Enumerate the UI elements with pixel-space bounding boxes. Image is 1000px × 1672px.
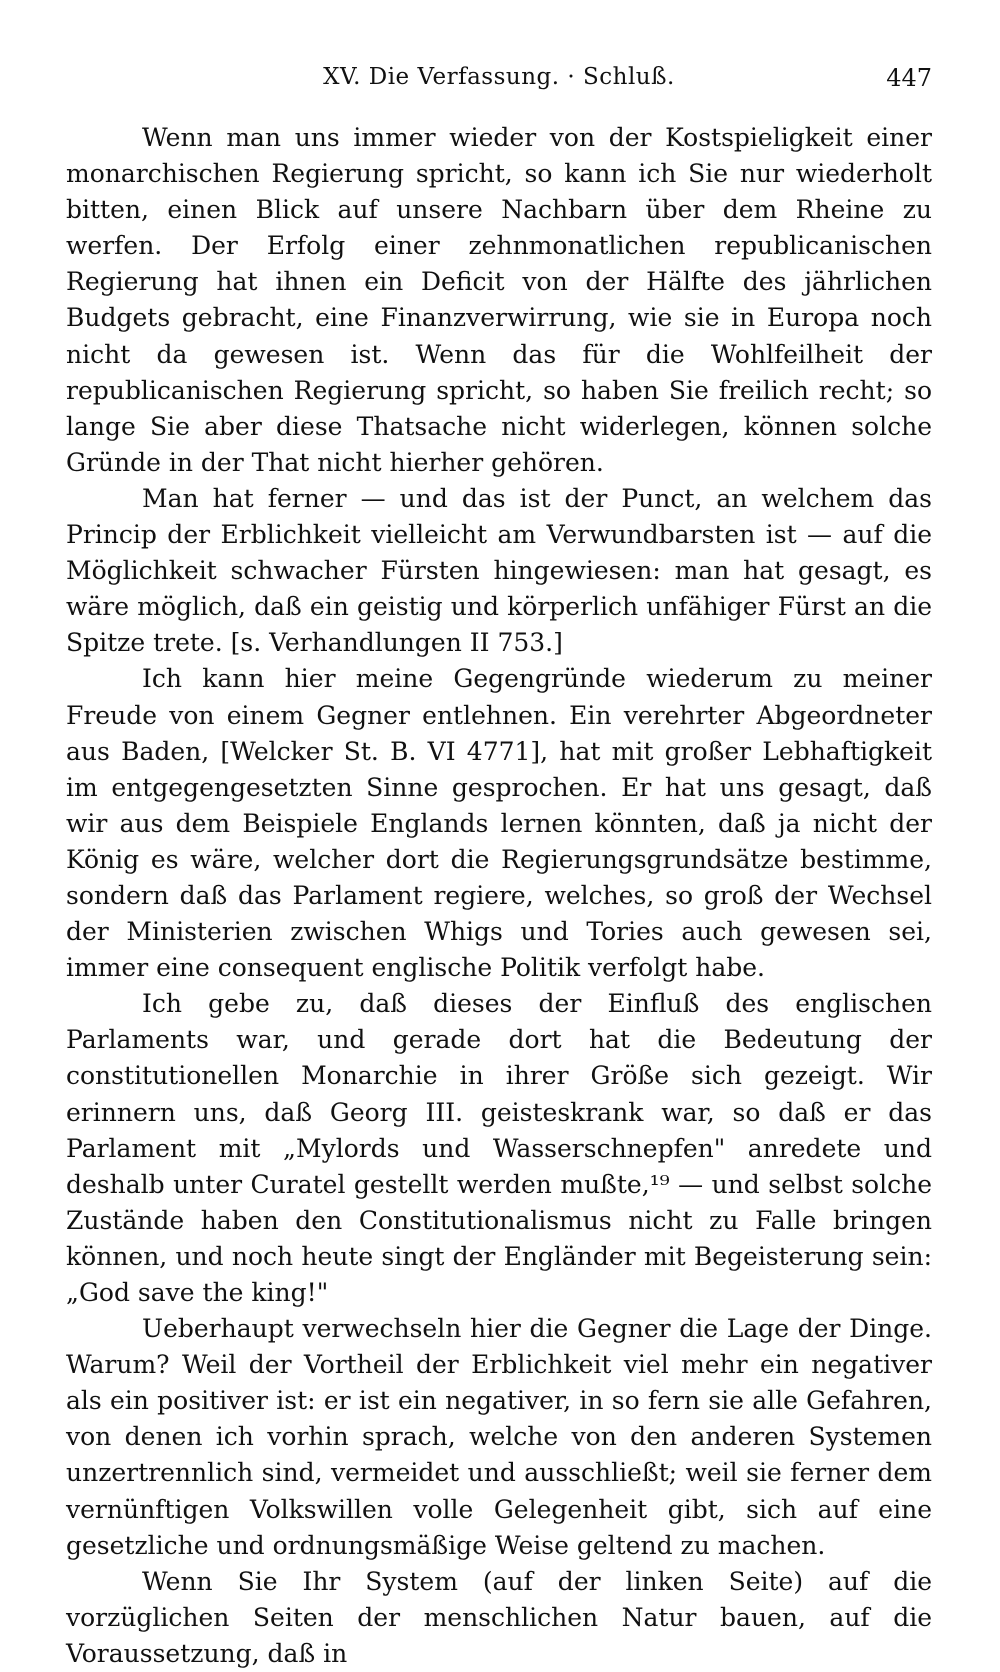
- body-text: [66, 120, 932, 1672]
- running-title: XV. Die Verfassung. · Schluß.: [323, 64, 675, 90]
- paragraph-3: Ich kann hier meine Gegengründe wiederum zu meiner Freude von einem Gegner entlehnen. Ein verehrter Abgeordneter aus Baden, [Welcker St. B. VI 4771], hat mit großer Lebhaftigkeit im entgegengesetzten Sinne gesprochen. Er hat uns gesagt, daß wir aus dem Beispiele Englands lernen könnten, daß ja nicht der König es wäre, welcher dort die Regierungsgrundsätze bestimme, sondern daß das Parlament regiere, welches, so groß der Wechsel der Ministerien zwischen Whigs und Tories auch gewesen sei, immer eine consequent englische Politik verfolgt habe.: [66, 664, 932, 983]
- page-number: 447: [886, 64, 932, 92]
- paragraph-6: Wenn Sie Ihr System (auf der linken Seite) auf die vorzüglichen Seiten der menschlichen Natur bauen, auf die Voraussetzung, daß in: [66, 1566, 932, 1668]
- paragraph-1: Wenn man uns immer wieder von der Kostspieligkeit einer monarchischen Regierung spricht, so kann ich Sie nur wiederholt bitten, einen Blick auf unsere Nachbarn über dem Rheine zu werfen. Der Erfolg einer zehnmonatlichen republicanischen Regierung hat ihnen ein Deficit von der Hälfte des jährlichen Budgets gebracht, eine Finanzverwirrung, wie sie in Europa noch nicht da gewesen ist. Wenn das für die Wohlfeilheit der republicanischen Regierung spricht, so haben Sie freilich recht; so lange Sie aber diese Thatsache nicht widerlegen, können solche Gründe in der That nicht hierher gehören.: [66, 123, 932, 477]
- paragraph-2: Man hat ferner — und das ist der Punct, an welchem das Princip der Erblichkeit vielleicht am Verwundbarsten ist — auf die Möglichkeit schwacher Fürsten hingewiesen: man hat gesagt, es wäre möglich, daß ein geistig und körperlich unfähiger Fürst an die Spitze trete. [s. Verhandlungen II 753.]: [66, 483, 932, 658]
- book-page: [66, 58, 932, 1668]
- paragraph-4: Ich gebe zu, daß dieses der Einfluß des englischen Parlaments war, und gerade dort hat die Bedeutung der constitutionellen Monarchie in ihrer Größe sich gezeigt. Wir erinnern uns, daß Georg III. geisteskrank war, so daß er das Parlament mit „Mylords und Wasserschnepfen" anredete und deshalb unter Curatel gestellt werden mußte,¹⁹ — und selbst solche Zustände haben den Constitutionalismus nicht zu Falle bringen können, und noch heute singt der Engländer mit Begeisterung sein: „God save the king!": [66, 989, 932, 1307]
- running-head: [66, 58, 932, 98]
- paragraph-5: Ueberhaupt verwechseln hier die Gegner die Lage der Dinge. Warum? Weil der Vortheil der Erblichkeit viel mehr ein negativer als ein positiver ist: er ist ein negativer, in so fern sie alle Gefahren, von denen ich vorhin sprach, welche von den anderen Systemen unzertrennlich sind, vermeidet und ausschließt; weil sie ferner dem vernünftigen Volkswillen volle Gelegenheit gibt, sich auf eine gesetzliche und ordnungsmäßige Weise geltend zu machen.: [66, 1314, 932, 1560]
